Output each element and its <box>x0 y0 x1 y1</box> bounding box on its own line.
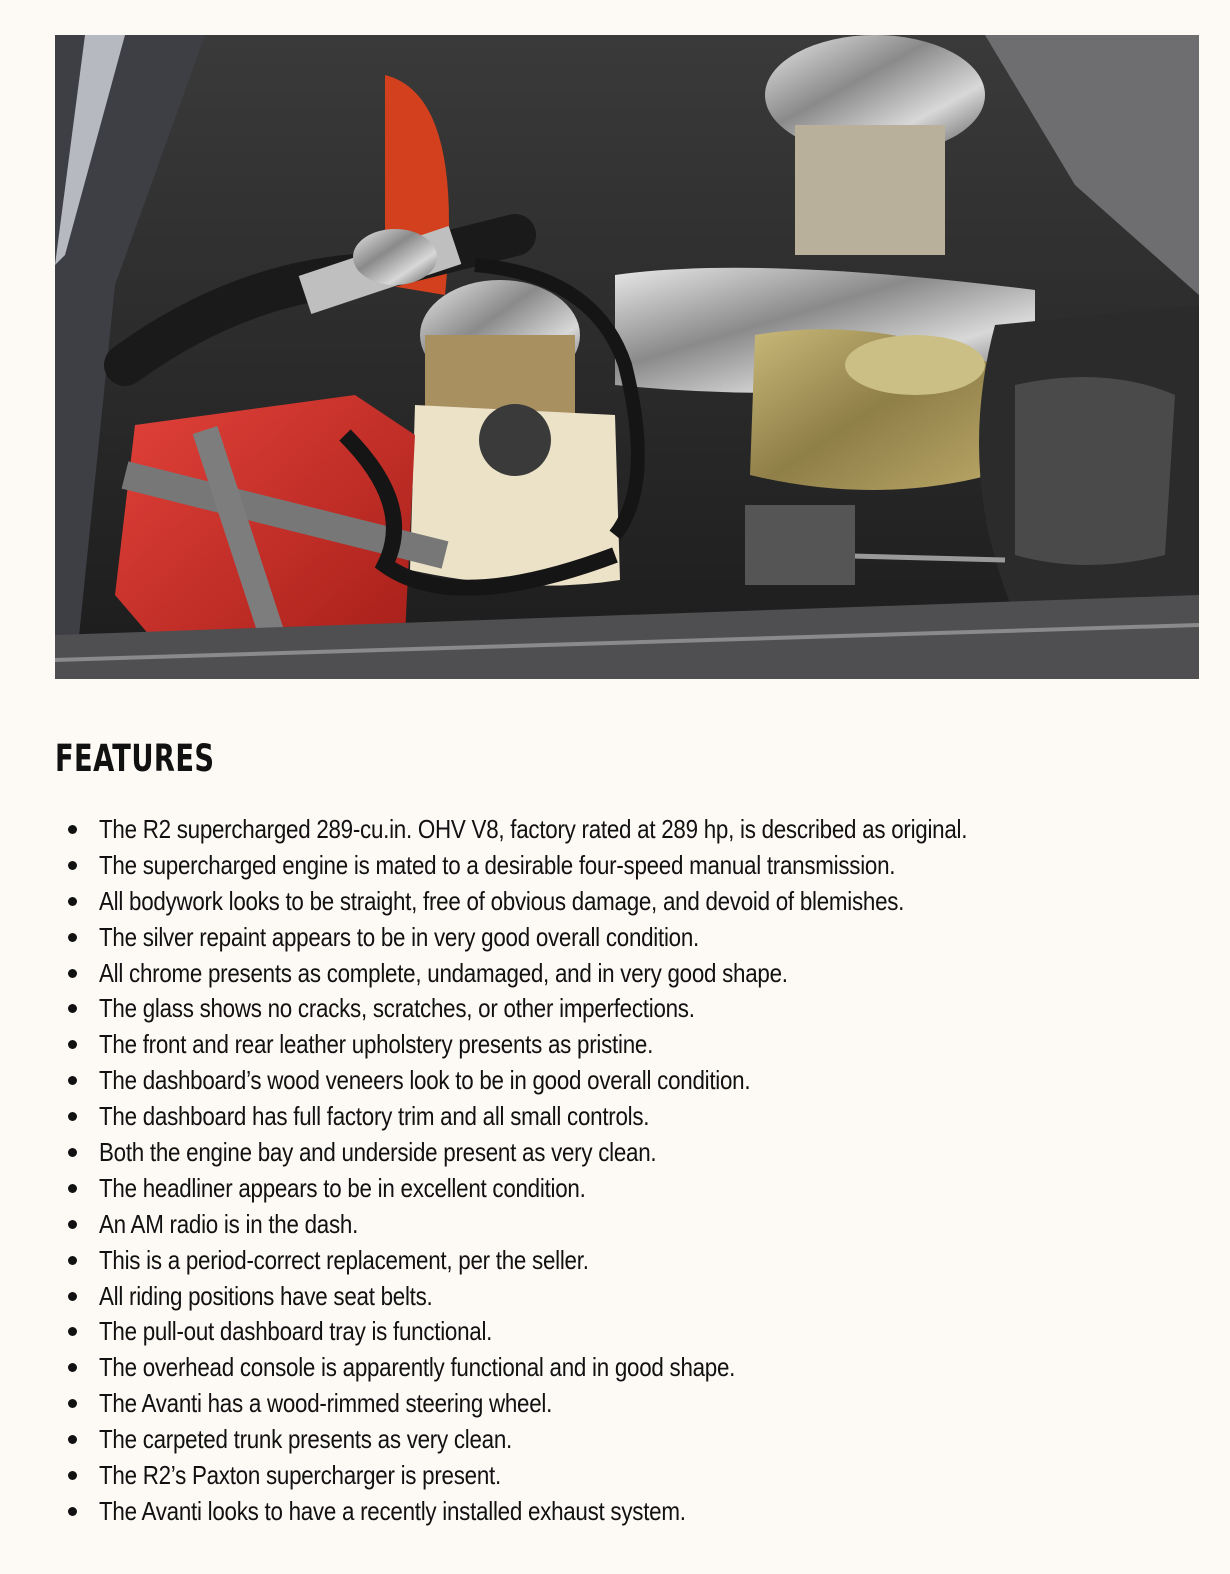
bullet-icon <box>68 861 77 870</box>
bullet-icon <box>68 1004 77 1013</box>
list-item-text: The front and rear leather upholstery presents as pristine. <box>99 1029 654 1060</box>
bullet-icon <box>68 1363 77 1372</box>
bullet-icon <box>68 825 77 834</box>
features-list <box>55 811 1175 1529</box>
bullet-icon <box>68 1256 77 1265</box>
list-item <box>55 990 1175 1026</box>
bullet-icon <box>68 1076 77 1085</box>
list-item-text: The R2’s Paxton supercharger is present. <box>99 1460 501 1491</box>
bullet-icon <box>68 1292 77 1301</box>
list-item-text: The Avanti has a wood-rimmed steering wheel. <box>99 1388 553 1419</box>
list-item <box>55 1026 1175 1062</box>
list-item-text: Both the engine bay and underside present as very clean. <box>99 1137 657 1168</box>
list-item-text: The R2 supercharged 289-cu.in. OHV V8, factory rated at 289 hp, is described as original. <box>99 814 968 844</box>
list-item-text: All riding positions have seat belts. <box>99 1280 433 1311</box>
bullet-icon <box>68 933 77 942</box>
list-item <box>55 1098 1175 1134</box>
engine-bay-photo <box>55 35 1199 679</box>
list-item <box>55 1493 1175 1529</box>
list-item <box>55 1134 1175 1170</box>
list-item-text: All bodywork looks to be straight, free of obvious damage, and devoid of blemishes. <box>99 885 905 916</box>
bullet-icon <box>68 1399 77 1408</box>
bullet-icon <box>68 1148 77 1157</box>
list-item <box>55 1242 1175 1278</box>
list-item-text: The silver repaint appears to be in very good overall condition. <box>99 921 699 952</box>
list-item-text: The glass shows no cracks, scratches, or other imperfections. <box>99 993 695 1024</box>
bullet-icon <box>68 969 77 978</box>
bullet-icon <box>68 1435 77 1444</box>
list-item-text: The overhead console is apparently functional and in good shape. <box>99 1352 736 1383</box>
bullet-icon <box>68 1040 77 1049</box>
list-item-text: The headliner appears to be in excellent condition. <box>99 1172 586 1203</box>
bullet-icon <box>68 1184 77 1193</box>
list-item-text: An AM radio is in the dash. <box>99 1208 359 1239</box>
list-item-text: This is a period-correct replacement, per the seller. <box>99 1244 589 1275</box>
list-item <box>55 1278 1175 1314</box>
list-item-text: The supercharged engine is mated to a desirable four-speed manual transmission. <box>99 849 896 880</box>
list-item-text: The pull-out dashboard tray is functional. <box>99 1316 493 1347</box>
list-item <box>55 1313 1175 1349</box>
list-item <box>55 955 1175 991</box>
features-heading: FEATURES <box>55 737 215 780</box>
bullet-icon <box>68 1471 77 1480</box>
list-item <box>55 883 1175 919</box>
list-item <box>55 1457 1175 1493</box>
list-item <box>55 1206 1175 1242</box>
list-item-text: The dashboard’s wood veneers look to be in good overall condition. <box>99 1065 751 1096</box>
list-item-text: All chrome presents as complete, undamaged, and in very good shape. <box>99 957 788 988</box>
bullet-icon <box>68 897 77 906</box>
list-item <box>55 919 1175 955</box>
list-item <box>55 1385 1175 1421</box>
bullet-icon <box>68 1507 77 1516</box>
list-item <box>55 1421 1175 1457</box>
list-item <box>55 811 1175 847</box>
list-item <box>55 1170 1175 1206</box>
bullet-icon <box>68 1220 77 1229</box>
list-item <box>55 847 1175 883</box>
bullet-icon <box>68 1327 77 1336</box>
list-item-text: The carpeted trunk presents as very clean. <box>99 1424 512 1455</box>
list-item <box>55 1062 1175 1098</box>
bullet-icon <box>68 1112 77 1121</box>
list-item <box>55 1349 1175 1385</box>
list-item-text: The Avanti looks to have a recently installed exhaust system. <box>99 1495 686 1526</box>
list-item-text: The dashboard has full factory trim and all small controls. <box>99 1101 650 1132</box>
